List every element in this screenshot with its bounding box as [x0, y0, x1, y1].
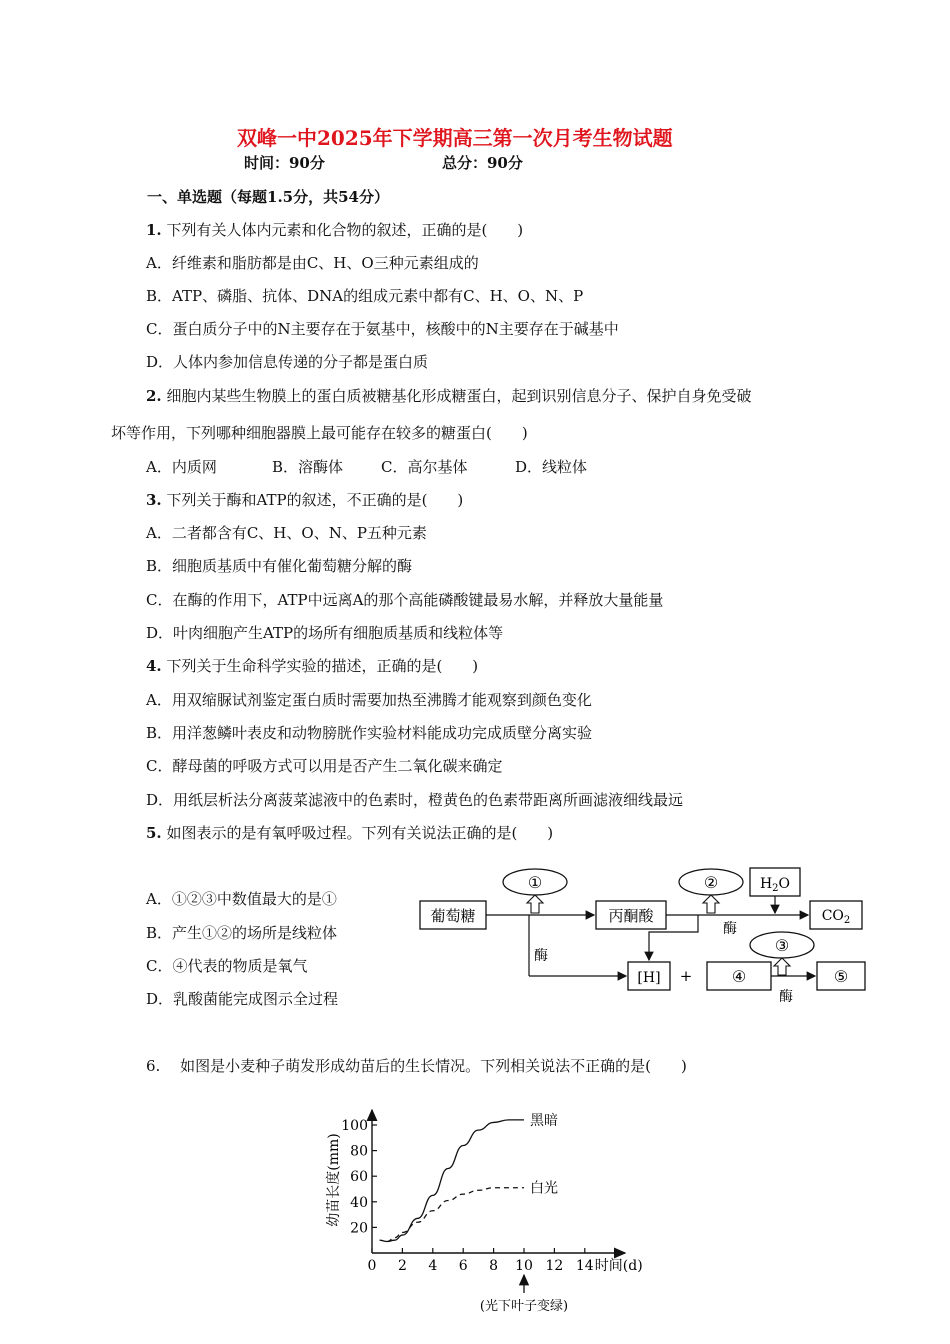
y-axis-label: 幼苗长度(mm) [326, 1133, 342, 1227]
question-text: 如图表示的是有氧呼吸过程。下列有关说法正确的是( ) [166, 824, 554, 842]
y-tick-label: 100 [341, 1118, 368, 1134]
question-text: 下列关于生命科学实验的描述，正确的是( ) [166, 657, 479, 675]
y-tick-label: 60 [350, 1169, 368, 1186]
q2-option-b: B．溶酶体 [272, 458, 344, 476]
q1-option-c: C．蛋白质分子中的N主要存在于氨基中，核酸中的N主要存在于碱基中 [146, 320, 619, 338]
q3-option-a: A．二者都含有C、H、O、N、P五种元素 [146, 524, 427, 542]
label-2: ② [703, 873, 719, 892]
x-tick-label: 8 [489, 1258, 499, 1274]
label-5: ⑤ [833, 967, 849, 986]
q5-option-c: C．④代表的物质是氧气 [146, 957, 308, 975]
enzyme-label: 酶 [534, 948, 548, 964]
x-tick-label: 4 [428, 1258, 438, 1274]
energy-arrow-1 [527, 895, 543, 913]
q3-option-c: C．在酶的作用下，ATP中远离A的那个高能磷酸键最易水解，并释放大量能量 [146, 591, 664, 609]
label-4: ④ [731, 967, 747, 986]
co2-label: $CO_2$ [821, 908, 851, 926]
series-label: 黑暗 [530, 1112, 558, 1129]
q4-option-b: B．用洋葱鳞叶表皮和动物膀胱作实验材料能成功完成质壁分离实验 [146, 724, 593, 742]
q2-option-c: C．高尔基体 [381, 458, 468, 476]
question-3-stem [146, 489, 463, 510]
enzyme-label: 酶 [779, 989, 793, 1005]
question-text: 细胞内某些生物膜上的蛋白质被糖基化形成糖蛋白，起到识别信息分子、保护自身免受破 [166, 387, 752, 405]
q4-option-a: A．用双缩脲试剂鉴定蛋白质时需要加热至沸腾才能观察到颜色变化 [146, 691, 592, 709]
question-text: 如图是小麦种子萌发形成幼苗后的生长情况。下列相关说法不正确的是( ) [180, 1057, 687, 1075]
page-title: 双峰一中2025年下学期高三第一次月考生物试题 [237, 126, 673, 150]
q4-option-c: C．酵母菌的呼吸方式可以用是否产生二氧化碳来确定 [146, 757, 503, 775]
q2-option-a: A．内质网 [146, 458, 217, 476]
y-tick-label: 40 [350, 1194, 368, 1211]
q5-option-d: D．乳酸菌能完成图示全过程 [146, 990, 339, 1008]
series-line [380, 1120, 524, 1242]
question-number: 6. [146, 1057, 161, 1075]
q5-option-b: B．产生①②的场所是线粒体 [146, 924, 338, 942]
energy-arrow-3 [774, 958, 790, 975]
hydrogen-label: [H] [637, 970, 661, 986]
exam-total: 总分：90分 [442, 154, 523, 172]
question-6-stem [146, 1055, 687, 1076]
q1-option-a: A．纤维素和脂肪都是由C、H、O三种元素组成的 [146, 254, 479, 272]
series-label: 白光 [530, 1180, 558, 1197]
q5-option-a: A．①②③中数值最大的是① [146, 890, 337, 908]
q1-option-b: B．ATP、磷脂、抗体、DNA的组成元素中都有C、H、O、N、P [146, 287, 584, 305]
question-1-stem [146, 219, 523, 240]
water-label: $H_2O$ [759, 876, 791, 894]
question-4-stem [146, 655, 478, 676]
q4-option-d: D．用纸层析法分离菠菜滤液中的色素时，橙黄色的色素带距离所画滤液细线最远 [146, 791, 684, 809]
respiration-diagram [400, 858, 880, 1008]
x-tick-label: 14 [575, 1258, 594, 1274]
question-5-stem [146, 822, 553, 843]
question-text: 下列关于酶和ATP的叙述，不正确的是( ) [166, 491, 464, 509]
question-number: 1. [146, 221, 162, 239]
section-heading: 一、单选题（每题1.5分，共54分） [147, 188, 389, 206]
question-2-stem-line2: 坏等作用，下列哪种细胞器膜上最可能存在较多的糖蛋白( ) [111, 424, 528, 442]
question-number: 2. [146, 387, 162, 405]
question-number: 4. [146, 657, 162, 675]
label-3: ③ [774, 936, 790, 955]
question-text: 下列有关人体内元素和化合物的叙述，正确的是( ) [166, 221, 524, 239]
label-1: ① [527, 873, 543, 892]
y-tick-label: 80 [350, 1143, 368, 1160]
question-number: 5. [146, 824, 162, 842]
q1-option-d: D．人体内参加信息传递的分子都是蛋白质 [146, 353, 429, 371]
series-line [387, 1188, 524, 1242]
exam-time: 时间：90分 [244, 154, 325, 172]
enzyme-label: 酶 [723, 921, 737, 937]
plus-sign: + [679, 967, 693, 985]
x-tick-label: 2 [397, 1258, 407, 1274]
x-tick-label: 10 [515, 1258, 533, 1274]
glucose-label: 葡萄糖 [430, 907, 476, 925]
question-number: 3. [146, 491, 162, 509]
q3-option-d: D．叶肉细胞产生ATP的场所有细胞质基质和线粒体等 [146, 624, 504, 642]
growth-chart [320, 1100, 660, 1315]
q3-option-b: B．细胞质基质中有催化葡萄糖分解的酶 [146, 557, 413, 575]
pyruvate-label: 丙酮酸 [608, 907, 654, 925]
y-tick-label: 20 [350, 1220, 368, 1237]
x-tick-label: 12 [545, 1258, 564, 1274]
energy-arrow-2 [703, 895, 719, 913]
x-tick-label: 0 [367, 1258, 377, 1274]
x-axis-label: 时间(d) [594, 1258, 643, 1274]
question-2-stem-line1 [146, 385, 751, 406]
q2-option-d: D．线粒体 [515, 458, 588, 476]
x-tick-label: 6 [458, 1258, 468, 1274]
annotation-label: (光下叶子变绿) [479, 1299, 569, 1314]
